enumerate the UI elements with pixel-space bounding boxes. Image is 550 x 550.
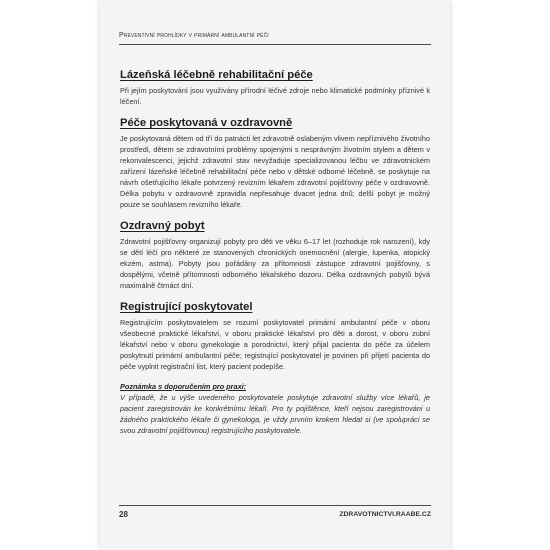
section-title-lazenska: Lázeňská léčebně rehabilitační péče bbox=[120, 69, 313, 81]
section-text-ozdravny-pobyt: Zdravotní pojišťovny organizují pobyty pro děti ve věku 6–17 let (rozhoduje rok narození), kdy se dětí léčí pro některé ze stanovených chronických onemocnění (alergie, lupenka, atopický ekzém, astma). Pobyty jsou pořádány za přítomnosti zástupce zdravotní pojišťovny, s dospělými, včetně přítomnosti odborného lékařského dozoru. Délka ozdravných pobytů bývá maximálně čtrnáct dní. bbox=[120, 237, 430, 290]
header-rule bbox=[119, 44, 431, 45]
section-text-ozdravovna: Je poskytovaná dětem od tří do patnácti let zdravotně oslabeným vlivem nepříznivého životního prostředí, dětem se zdravotními problémy spojenými s nesprávným životním stylem a dětem v rekonvalescenci, jejichž zdravotní stav nevyžaduje specializovanou léčbu ve zdravotnickém zařízení lázeňské léčebně rehabilitační péče nebo v dětské odborné léčebně, se poskytuje na návrh ošetřujícího lékaře potvrzený revizním lékařem zdravotní pojišťovny péče v ozdravovně. Délka pobytu v ozdravovně zpravidla nepřesahuje dvacet jedna dnů; delší pobyt je možný pouze se souhlasem revizního lékaře. bbox=[120, 134, 430, 209]
section-text-lazenska: Při jejím poskytování jsou využívány přírodní léčivé zdroje nebo klimatické podmínky příznivé k léčení. bbox=[120, 86, 430, 106]
section-title-registrujici: Registrující poskytovatel bbox=[120, 301, 253, 313]
note-text: V případě, že u výše uvedeného poskytovatele poskytuje zdravotní služby více lékařů, je pacient zaregistrován ke konkrétnímu lékaři. Pro ty pojištěnce, kteří nejsou zaregistrováni u žádného praktického lékaře či gynekologa, je vždy prvním krokem hledat si (ve spolupráci se svou zdravotní pojišťovnou) registrujícího poskytovatele. bbox=[120, 393, 430, 435]
page-number: 28 bbox=[119, 510, 128, 519]
section-title-ozdravny-pobyt: Ozdravný pobyt bbox=[120, 220, 205, 232]
footer-rule bbox=[119, 505, 431, 506]
section-title-ozdravovna: Péče poskytovaná v ozdravovně bbox=[120, 117, 293, 129]
book-page bbox=[100, 0, 450, 550]
page-content bbox=[120, 60, 430, 436]
section-text-registrujici: Registrujícím poskytovatelem se rozumí poskytovatel primární ambulantní péče v oboru všeobecné praktické lékařství, v oboru praktické lékařství pro děti a dorost, v oboru zubní lékařství nebo v oboru gynekologie a porodnictví, který přijal pacienta do péče za účelem poskytnutí primární ambulantní péče; registrující poskytovatel je povinen při přijetí pacienta do péče vyplnit registrační list, který pacient podepíše. bbox=[120, 318, 430, 371]
note-title: Poznámka s doporučením pro praxi: bbox=[120, 382, 247, 391]
footer-site: ZDRAVOTNICTVI.RAABE.CZ bbox=[339, 511, 431, 518]
running-header: Preventivní prohlídky v primární ambulantní péči bbox=[119, 32, 269, 39]
